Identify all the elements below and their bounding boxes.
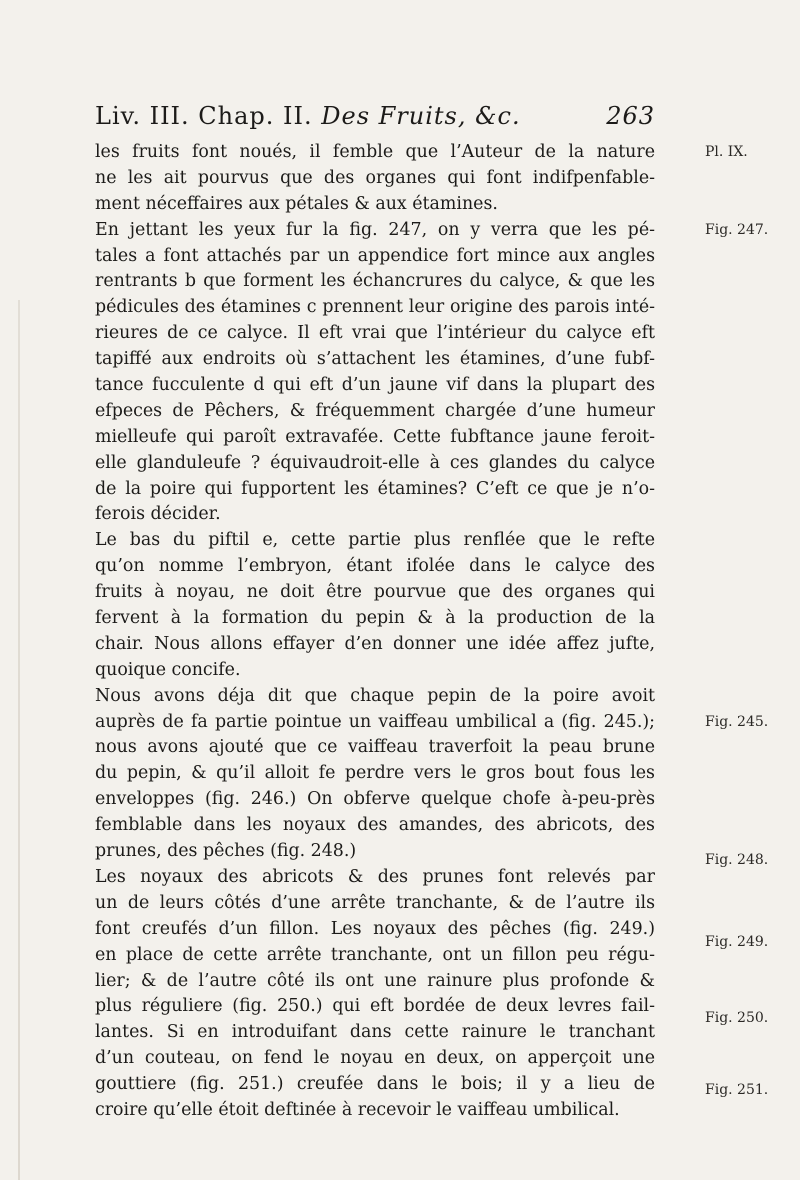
- text-line: tance fucculente d qui eft d’un jaune vif dans la plupart des: [95, 375, 655, 396]
- page-number: 263: [606, 102, 655, 130]
- text-line: les fruits font noués, il femble que l’Auteur de la nature: [95, 142, 655, 162]
- header-chapter: Liv. III. Chap. II.: [95, 102, 313, 130]
- text-line: ne les ait pourvus que des organes qui font indifpenfable-: [95, 167, 655, 188]
- text-line: rentrants b que forment les échancrures du calyce, & que les: [95, 271, 655, 292]
- margin-note: Fig. 249.: [705, 934, 769, 950]
- header-title: Des Fruits, &c.: [321, 102, 521, 130]
- text-line: qu’on nomme l’embryon, étant ifolée dans le calyce des: [95, 556, 655, 577]
- text-line: un de leurs côtés d’une arrête tranchante, & de l’autre ils: [95, 892, 655, 913]
- text-line: du pepin, & qu’il alloit fe perdre vers le gros bout fous les: [95, 763, 655, 784]
- text-line: mielleufe qui paroît extravafée. Cette fubftance jaune feroit-: [95, 426, 655, 447]
- running-header: [95, 102, 655, 130]
- text-line: efpeces de Pêchers, & fréquemment chargée d’une humeur: [95, 400, 655, 421]
- text-line: Les noyaux des abricots & des prunes font relevés par: [95, 866, 655, 887]
- text-line: Nous avons déja dit que chaque pepin de la poire avoit: [95, 685, 655, 706]
- text-line: enveloppes (fig. 246.) On obferve quelque chofe à-peu-près: [95, 789, 655, 810]
- text-line: de la poire qui fupportent les étamines? C’eft ce que je n’o-: [95, 478, 655, 499]
- text-line: en place de cette arrête tranchante, ont un fillon peu régu-: [95, 944, 655, 965]
- text-line: femblable dans les noyaux des amandes, des abricots, des: [95, 815, 655, 836]
- text-line: ferois décider.: [95, 504, 221, 525]
- body-text: [95, 140, 655, 1124]
- text-line: nous avons ajouté que ce vaiffeau traverfoit la peau brune: [95, 737, 655, 758]
- text-line: d’un couteau, on fend le noyau en deux, on apperçoit une: [95, 1048, 655, 1069]
- margin-note: Fig. 245.: [705, 714, 769, 730]
- text-line: elle glanduleufe ? équivaudroit-elle à ces glandes du calyce: [95, 452, 655, 473]
- text-line: plus réguliere (fig. 250.) qui eft bordée de deux levres fail-: [95, 996, 655, 1017]
- text-line: croire qu’elle étoit deftinée à recevoir le vaiffeau umbilical.: [95, 1099, 620, 1120]
- text-line: tapiffé aux endroits où s’attachent les étamines, d’une fubf-: [95, 349, 655, 370]
- text-line: fruits à noyau, ne doit être pourvue que des organes qui: [95, 582, 655, 603]
- text-line: lier; & de l’autre côté ils ont une rainure plus profonde &: [95, 970, 655, 991]
- margin-note: Fig. 247.: [705, 222, 769, 238]
- text-line: rieures de ce calyce. Il eft vrai que l’intérieur du calyce eft: [95, 323, 655, 344]
- text-line: lantes. Si en introduifant dans cette rainure le tranchant: [95, 1022, 655, 1043]
- margin-note: Fig. 250.: [705, 1010, 769, 1026]
- margin-note: Fig. 251.: [705, 1082, 769, 1098]
- text-line: chair. Nous allons effayer d’en donner une idée affez jufte,: [95, 633, 655, 654]
- margin-note: Pl. IX.: [705, 144, 748, 160]
- text-line: tales a font attachés par un appendice fort mince aux angles: [95, 245, 655, 266]
- text-line: pédicules des étamines c prennent leur origine des parois inté-: [95, 297, 655, 318]
- text-line: auprès de fa partie pointue un vaiffeau umbilical a (fig. 245.);: [95, 711, 655, 732]
- text-line: En jettant les yeux fur la fig. 247, on y verra que les pé-: [95, 219, 655, 240]
- text-line: Le bas du piftil e, cette partie plus renflée que le refte: [95, 530, 655, 551]
- text-line: quoique concife.: [95, 659, 241, 680]
- text-line: fervent à la formation du pepin & à la production de la: [95, 608, 655, 629]
- text-line: ment néceffaires aux pétales & aux étamines.: [95, 193, 498, 214]
- text-line: font creufés d’un fillon. Les noyaux des pêches (fig. 249.): [95, 918, 655, 939]
- page-fold-shadow: [18, 300, 20, 1180]
- text-line: gouttiere (fig. 251.) creufée dans le bois; il y a lieu de: [95, 1074, 655, 1095]
- text-line: prunes, des pêches (fig. 248.): [95, 841, 357, 862]
- margin-note: Fig. 248.: [705, 852, 769, 868]
